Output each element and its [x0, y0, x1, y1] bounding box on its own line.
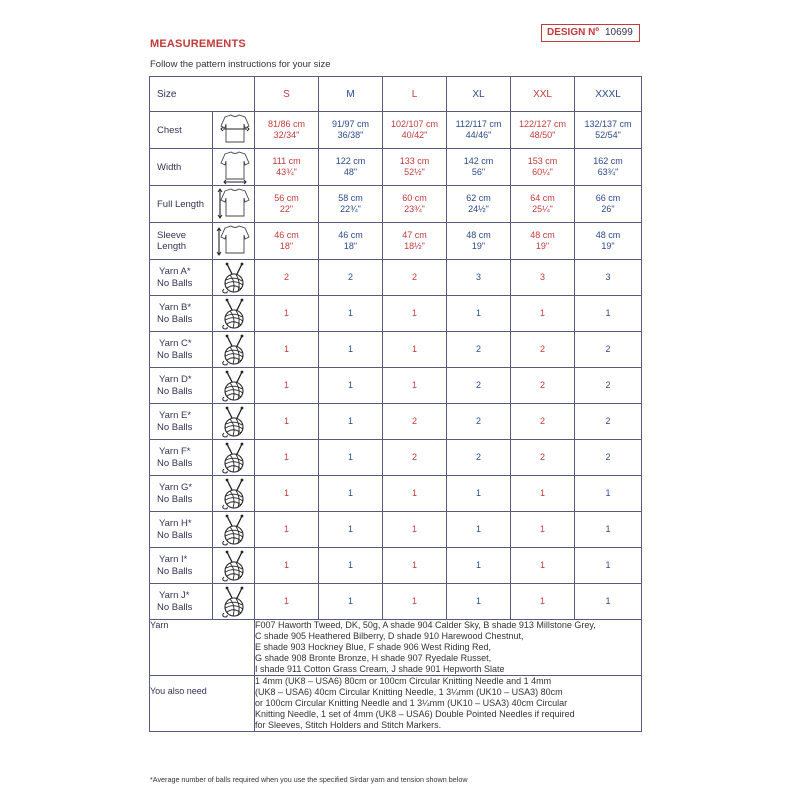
yarn-info-line: G shade 908 Bronte Bronze, H shade 907 Ryedale Russet,	[255, 653, 492, 663]
yarn-balls-l: 2	[383, 260, 447, 296]
yarn-balls-m: 1	[319, 404, 383, 440]
yarn-balls-label: No Balls	[157, 313, 193, 325]
measurement-value-m	[319, 223, 383, 260]
size-m: M	[319, 77, 383, 112]
value-cm: 81/86 cm	[268, 119, 306, 129]
yarn-balls-xxxl: 2	[575, 440, 642, 476]
value-cm: 58 cm	[338, 193, 363, 203]
value-inch: 44/46"	[465, 130, 492, 140]
value-inch: 19"	[471, 241, 486, 251]
measurement-value-xxl	[511, 149, 575, 186]
size-xxl: XXL	[511, 77, 575, 112]
yarn-icon-cell	[213, 584, 255, 620]
yarn-balls-xl: 2	[447, 332, 511, 368]
yarn-balls-m: 1	[319, 512, 383, 548]
yarn-ball-needles-icon	[213, 334, 254, 366]
value-cm: 62 cm	[466, 193, 491, 203]
value-inch: 26"	[601, 204, 615, 214]
yarn-balls-xxxl: 1	[575, 584, 642, 620]
yarn-balls-xxxl: 3	[575, 260, 642, 296]
yarn-balls-label: No Balls	[157, 601, 193, 613]
yarn-balls-xl: 1	[447, 548, 511, 584]
yarn-label	[150, 368, 213, 404]
yarn-balls-m: 1	[319, 440, 383, 476]
yarn-balls-s: 1	[255, 512, 319, 548]
measurement-value-l	[383, 112, 447, 149]
measurement-value-m	[319, 112, 383, 149]
yarn-icon-cell	[213, 476, 255, 512]
also-need-line: for Sleeves, Stitch Holders and Stitch Markers.	[255, 720, 442, 730]
page-title: MEASUREMENTS	[150, 38, 246, 50]
yarn-balls-m: 1	[319, 296, 383, 332]
value-cm: 46 cm	[338, 230, 363, 240]
size-l: L	[383, 77, 447, 112]
measurement-icon-cell	[213, 149, 255, 186]
sleeve-garment-icon	[213, 223, 254, 259]
yarn-balls-l: 1	[383, 512, 447, 548]
yarn-balls-xxxl: 2	[575, 332, 642, 368]
also-need-line: (UK8 – USA6) 40cm Circular Knitting Needle, 1 3¼mm (UK10 – USA3) 80cm	[255, 687, 563, 697]
yarn-name: Yarn F*	[159, 445, 191, 457]
yarn-balls-xxxl: 1	[575, 476, 642, 512]
footnote: *Average number of balls required when you use the specified Sirdar yarn and tension shown below	[150, 775, 468, 784]
value-cm: 48 cm	[530, 230, 555, 240]
measurement-row	[150, 223, 642, 260]
value-inch: 18½"	[404, 241, 425, 251]
measurement-value-m	[319, 186, 383, 223]
measurement-value-xxxl	[575, 186, 642, 223]
value-cm: 112/117 cm	[455, 119, 502, 129]
yarn-name: Yarn H*	[159, 517, 192, 529]
yarn-info-text	[255, 620, 642, 676]
value-inch: 40/42"	[401, 130, 428, 140]
yarn-balls-label: No Balls	[157, 493, 193, 505]
design-number-box	[541, 24, 640, 42]
measurement-value-xxl	[511, 112, 575, 149]
yarn-balls-xl: 2	[447, 440, 511, 476]
yarn-label	[150, 332, 213, 368]
size-label: Size	[150, 77, 255, 112]
value-inch: 22¾"	[340, 204, 361, 214]
yarn-name: Yarn I*	[159, 553, 188, 565]
yarn-balls-xl: 2	[447, 404, 511, 440]
yarn-balls-xxl: 1	[511, 512, 575, 548]
value-inch: 48"	[343, 167, 358, 177]
yarn-balls-s: 1	[255, 476, 319, 512]
yarn-row	[150, 296, 642, 332]
yarn-icon-cell	[213, 404, 255, 440]
also-need-line: or 100cm Circular Knitting Needle and 1 3¼mm (UK10 – USA3) 40cm Circular	[255, 698, 568, 708]
yarn-ball-needles-icon	[213, 262, 254, 294]
yarn-name: Yarn C*	[159, 337, 192, 349]
yarn-name: Yarn D*	[159, 373, 192, 385]
yarn-name: Yarn B*	[159, 301, 192, 313]
value-cm: 132/137 cm	[584, 119, 632, 129]
measurement-value-xl	[447, 223, 511, 260]
yarn-balls-xxl: 2	[511, 332, 575, 368]
yarn-balls-label: No Balls	[157, 349, 193, 361]
yarn-name: Yarn A*	[159, 265, 191, 277]
yarn-balls-l: 1	[383, 476, 447, 512]
yarn-ball-needles-icon	[213, 514, 254, 546]
yarn-row	[150, 332, 642, 368]
yarn-balls-s: 1	[255, 368, 319, 404]
yarn-balls-l: 1	[383, 548, 447, 584]
value-cm: 47 cm	[402, 230, 427, 240]
value-cm: 60 cm	[402, 193, 427, 203]
measurement-value-xxxl	[575, 223, 642, 260]
size-xxxl: XXXL	[575, 77, 642, 112]
yarn-balls-xxl: 1	[511, 548, 575, 584]
design-number: 10699	[605, 27, 633, 38]
yarn-row	[150, 404, 642, 440]
value-cm: 122/127 cm	[519, 119, 567, 129]
yarn-balls-l: 2	[383, 440, 447, 476]
measurement-value-l	[383, 223, 447, 260]
yarn-balls-s: 1	[255, 548, 319, 584]
yarn-balls-xl: 1	[447, 476, 511, 512]
yarn-balls-l: 2	[383, 404, 447, 440]
yarn-balls-m: 1	[319, 584, 383, 620]
yarn-icon-cell	[213, 368, 255, 404]
page-subtitle: Follow the pattern instructions for your size	[150, 59, 331, 70]
yarn-row	[150, 584, 642, 620]
design-label: DESIGN Nº	[547, 27, 599, 38]
yarn-name: Yarn E*	[159, 409, 192, 421]
yarn-row	[150, 440, 642, 476]
yarn-balls-s: 1	[255, 584, 319, 620]
also-need-line: Knitting Needle, 1 set of 4mm (UK8 – USA6) Double Pointed Needles if required	[255, 709, 575, 719]
yarn-icon-cell	[213, 548, 255, 584]
length-garment-icon	[213, 186, 254, 222]
yarn-balls-xl: 2	[447, 368, 511, 404]
measurements-table	[149, 76, 642, 732]
measurement-value-s	[255, 223, 319, 260]
yarn-balls-xxl: 2	[511, 404, 575, 440]
measurement-value-xl	[447, 112, 511, 149]
measurement-icon-cell	[213, 112, 255, 149]
measurement-label: Chest	[150, 112, 213, 149]
measurement-icon-cell	[213, 186, 255, 223]
measurement-value-xxxl	[575, 149, 642, 186]
yarn-balls-l: 1	[383, 332, 447, 368]
measurement-value-xxl	[511, 223, 575, 260]
yarn-ball-needles-icon	[213, 442, 254, 474]
yarn-balls-label: No Balls	[157, 385, 193, 397]
yarn-label	[150, 512, 213, 548]
yarn-balls-xxl: 1	[511, 476, 575, 512]
value-inch: 52/54"	[595, 130, 621, 140]
value-inch: 25¼"	[532, 204, 553, 214]
value-inch: 19"	[601, 241, 615, 251]
yarn-balls-xxxl: 1	[575, 548, 642, 584]
value-cm: 48 cm	[595, 230, 621, 240]
value-inch: 60¼"	[532, 167, 553, 177]
yarn-info-line: I shade 911 Cotton Grass Cream, J shade 901 Hepworth Slate	[255, 664, 505, 674]
yarn-balls-l: 1	[383, 296, 447, 332]
value-cm: 153 cm	[527, 156, 558, 166]
value-cm: 66 cm	[595, 193, 621, 203]
yarn-balls-xxl: 2	[511, 368, 575, 404]
measurement-value-l	[383, 186, 447, 223]
yarn-balls-xxxl: 2	[575, 404, 642, 440]
size-s: S	[255, 77, 319, 112]
yarn-row	[150, 548, 642, 584]
also-need-label: You also need	[150, 676, 255, 732]
yarn-balls-label: No Balls	[157, 565, 193, 577]
yarn-info-label: Yarn	[150, 620, 255, 676]
also-need-line: 1 4mm (UK8 – USA6) 80cm or 100cm Circular Knitting Needle and 1 4mm	[255, 676, 552, 686]
yarn-label	[150, 260, 213, 296]
value-cm: 142 cm	[463, 156, 494, 166]
yarn-balls-xxxl: 2	[575, 368, 642, 404]
yarn-balls-l: 1	[383, 368, 447, 404]
value-cm: 133 cm	[399, 156, 430, 166]
chest-garment-icon	[213, 112, 254, 148]
yarn-balls-label: No Balls	[157, 457, 193, 469]
yarn-balls-s: 1	[255, 296, 319, 332]
yarn-balls-label: No Balls	[157, 421, 193, 433]
yarn-balls-s: 1	[255, 440, 319, 476]
yarn-balls-xl: 1	[447, 584, 511, 620]
measurement-value-xxxl	[575, 112, 642, 149]
value-cm: 48 cm	[466, 230, 491, 240]
measurement-label: Full Length	[150, 186, 213, 223]
yarn-info-row	[150, 620, 642, 676]
yarn-balls-xxl: 1	[511, 296, 575, 332]
measurement-icon-cell	[213, 223, 255, 260]
yarn-icon-cell	[213, 296, 255, 332]
value-inch: 19"	[535, 241, 550, 251]
yarn-balls-xl: 3	[447, 260, 511, 296]
measurement-value-xl	[447, 149, 511, 186]
measurement-value-xl	[447, 186, 511, 223]
value-inch: 63¾"	[597, 167, 619, 177]
value-cm: 102/107 cm	[391, 119, 439, 129]
yarn-balls-label: No Balls	[157, 529, 193, 541]
measurement-value-m	[319, 149, 383, 186]
value-inch: 23¾"	[404, 204, 425, 214]
yarn-balls-xxl: 2	[511, 440, 575, 476]
yarn-ball-needles-icon	[213, 406, 254, 438]
yarn-balls-s: 1	[255, 404, 319, 440]
yarn-label	[150, 440, 213, 476]
value-inch: 56"	[471, 167, 486, 177]
yarn-balls-xxl: 3	[511, 260, 575, 296]
yarn-icon-cell	[213, 332, 255, 368]
yarn-label	[150, 296, 213, 332]
yarn-balls-xl: 1	[447, 296, 511, 332]
yarn-name: Yarn J*	[159, 589, 190, 601]
measurement-row	[150, 149, 642, 186]
value-inch: 36/38"	[337, 130, 364, 140]
yarn-balls-xl: 1	[447, 512, 511, 548]
yarn-row	[150, 512, 642, 548]
yarn-ball-needles-icon	[213, 586, 254, 618]
yarn-label	[150, 476, 213, 512]
yarn-label	[150, 404, 213, 440]
yarn-label	[150, 548, 213, 584]
measurement-row	[150, 112, 642, 149]
yarn-row	[150, 476, 642, 512]
value-inch: 32/34"	[273, 130, 300, 140]
yarn-icon-cell	[213, 260, 255, 296]
value-inch: 24½"	[468, 204, 489, 214]
yarn-balls-l: 1	[383, 584, 447, 620]
width-garment-icon	[213, 149, 254, 185]
measurement-value-s	[255, 112, 319, 149]
yarn-label	[150, 584, 213, 620]
yarn-info-line: F007 Haworth Tweed, DK, 50g, A shade 904 Calder Sky, B shade 913 Millstone Grey,	[255, 620, 596, 630]
yarn-balls-label: No Balls	[157, 277, 193, 289]
yarn-info-line: C shade 905 Heathered Bilberry, D shade 910 Harewood Chestnut,	[255, 631, 524, 641]
value-cm: 46 cm	[274, 230, 299, 240]
yarn-balls-s: 2	[255, 260, 319, 296]
yarn-balls-xxl: 1	[511, 584, 575, 620]
yarn-row	[150, 368, 642, 404]
also-need-row	[150, 676, 642, 732]
measurement-label: Sleeve Length	[150, 223, 213, 260]
value-cm: 122 cm	[335, 156, 366, 166]
yarn-icon-cell	[213, 512, 255, 548]
yarn-balls-m: 1	[319, 332, 383, 368]
measurement-value-s	[255, 149, 319, 186]
measurement-row	[150, 186, 642, 223]
size-xl: XL	[447, 77, 511, 112]
value-cm: 64 cm	[530, 193, 555, 203]
value-inch: 48/50"	[529, 130, 556, 140]
value-inch: 18"	[279, 241, 294, 251]
yarn-balls-s: 1	[255, 332, 319, 368]
measurement-value-xxl	[511, 186, 575, 223]
value-cm: 111 cm	[272, 156, 301, 166]
yarn-info-line: E shade 903 Hockney Blue, F shade 906 West Riding Red,	[255, 642, 491, 652]
value-inch: 22"	[279, 204, 294, 214]
yarn-ball-needles-icon	[213, 478, 254, 510]
measurement-label: Width	[150, 149, 213, 186]
yarn-ball-needles-icon	[213, 370, 254, 402]
yarn-balls-m: 1	[319, 548, 383, 584]
yarn-balls-xxxl: 1	[575, 296, 642, 332]
yarn-ball-needles-icon	[213, 550, 254, 582]
yarn-balls-xxxl: 1	[575, 512, 642, 548]
yarn-row	[150, 260, 642, 296]
measurement-value-l	[383, 149, 447, 186]
value-cm: 162 cm	[593, 156, 623, 166]
value-cm: 91/97 cm	[332, 119, 370, 129]
value-cm: 56 cm	[274, 193, 299, 203]
yarn-balls-m: 1	[319, 476, 383, 512]
yarn-ball-needles-icon	[213, 298, 254, 330]
yarn-name: Yarn G*	[159, 481, 193, 493]
value-inch: 52½"	[404, 167, 425, 177]
size-header-row	[150, 77, 642, 112]
yarn-balls-m: 2	[319, 260, 383, 296]
yarn-icon-cell	[213, 440, 255, 476]
also-need-text	[255, 676, 642, 732]
yarn-balls-m: 1	[319, 368, 383, 404]
value-inch: 18"	[343, 241, 358, 251]
measurement-value-s	[255, 186, 319, 223]
value-inch: 43¾"	[276, 167, 297, 177]
